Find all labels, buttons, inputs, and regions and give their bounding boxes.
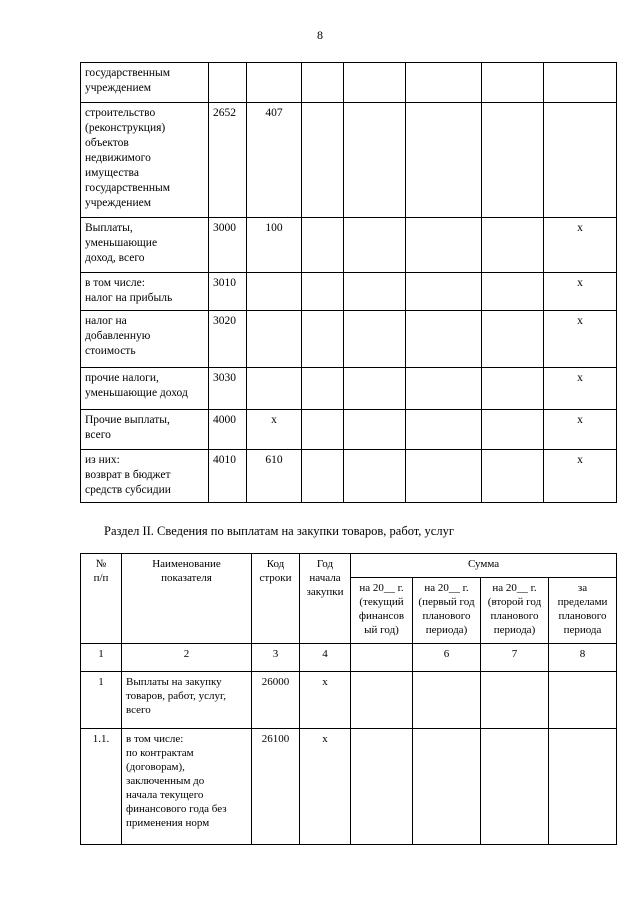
- row-last: [544, 103, 617, 218]
- header-sum-current-year: на 20__ г. (текущий финансов ый год): [351, 578, 413, 644]
- table-row: [81, 103, 617, 218]
- row-code: 4010: [209, 450, 247, 503]
- row-last: x: [544, 368, 617, 410]
- header-row: [81, 554, 617, 578]
- header-sum-second-year: на 20__ г. (второй год планового периода): [481, 578, 549, 644]
- index-cell: [351, 644, 413, 672]
- page-number: 8: [317, 28, 323, 42]
- header-sum-beyond: за пределами планового периода: [549, 578, 617, 644]
- row-value: [247, 368, 302, 410]
- index-cell: 2: [122, 644, 252, 672]
- row-year: x: [300, 729, 351, 845]
- row-last: x: [544, 410, 617, 450]
- header-num: № п/п: [81, 554, 122, 644]
- row-last: x: [544, 273, 617, 311]
- table-row: [81, 368, 617, 410]
- row-label: строительство (реконструкция) объектов недвижимого имущества государственным учреждением: [81, 103, 209, 218]
- row-num: 1.1.: [81, 729, 122, 845]
- index-cell: 1: [81, 644, 122, 672]
- index-cell: 6: [413, 644, 481, 672]
- row-value: 610: [247, 450, 302, 503]
- row-value: [247, 311, 302, 368]
- row-code: [209, 63, 247, 103]
- row-value: 407: [247, 103, 302, 218]
- row-code: 3010: [209, 273, 247, 311]
- index-cell: 4: [300, 644, 351, 672]
- row-value: 100: [247, 218, 302, 273]
- header-code: Код строки: [252, 554, 300, 644]
- table-row: [81, 410, 617, 450]
- header-sum-first-year: на 20__ г. (первый год планового периода): [413, 578, 481, 644]
- row-code: 26100: [252, 729, 300, 845]
- income-payments-table: [80, 62, 617, 503]
- table-row: [81, 729, 617, 845]
- table-row: [81, 672, 617, 729]
- row-label: прочие налоги, уменьшающие доход: [81, 368, 209, 410]
- row-num: 1: [81, 672, 122, 729]
- row-name: в том числе: по контрактам (договорам), заключенным до начала текущего финансового года без применения норм: [122, 729, 252, 845]
- row-name: Выплаты на закупку товаров, работ, услуг, всего: [122, 672, 252, 729]
- row-label: Выплаты, уменьшающие доход, всего: [81, 218, 209, 273]
- row-last: x: [544, 218, 617, 273]
- row-label: государственным учреждением: [81, 63, 209, 103]
- table-row: [81, 450, 617, 503]
- row-last: [544, 63, 617, 103]
- table-row: [81, 311, 617, 368]
- header-year: Год начала закупки: [300, 554, 351, 644]
- row-code: 2652: [209, 103, 247, 218]
- row-code: 3030: [209, 368, 247, 410]
- table-row: [81, 273, 617, 311]
- row-label: налог на добавленную стоимость: [81, 311, 209, 368]
- row-value: [247, 63, 302, 103]
- row-label: в том числе: налог на прибыль: [81, 273, 209, 311]
- index-row: [81, 644, 617, 672]
- row-code: 3020: [209, 311, 247, 368]
- row-code: 4000: [209, 410, 247, 450]
- row-last: x: [544, 450, 617, 503]
- index-cell: 7: [481, 644, 549, 672]
- row-last: x: [544, 311, 617, 368]
- index-cell: 3: [252, 644, 300, 672]
- row-code: 3000: [209, 218, 247, 273]
- section-heading: Раздел II. Сведения по выплатам на закупки товаров, работ, услуг: [104, 524, 454, 538]
- row-label: Прочие выплаты, всего: [81, 410, 209, 450]
- row-value: x: [247, 410, 302, 450]
- row-value: [247, 273, 302, 311]
- index-cell: 8: [549, 644, 617, 672]
- table-row: [81, 63, 617, 103]
- row-year: x: [300, 672, 351, 729]
- table-row: [81, 218, 617, 273]
- row-code: 26000: [252, 672, 300, 729]
- header-sum: Сумма: [351, 554, 617, 578]
- procurement-payments-table: [80, 553, 617, 845]
- header-name: Наименование показателя: [122, 554, 252, 644]
- row-label: из них: возврат в бюджет средств субсидии: [81, 450, 209, 503]
